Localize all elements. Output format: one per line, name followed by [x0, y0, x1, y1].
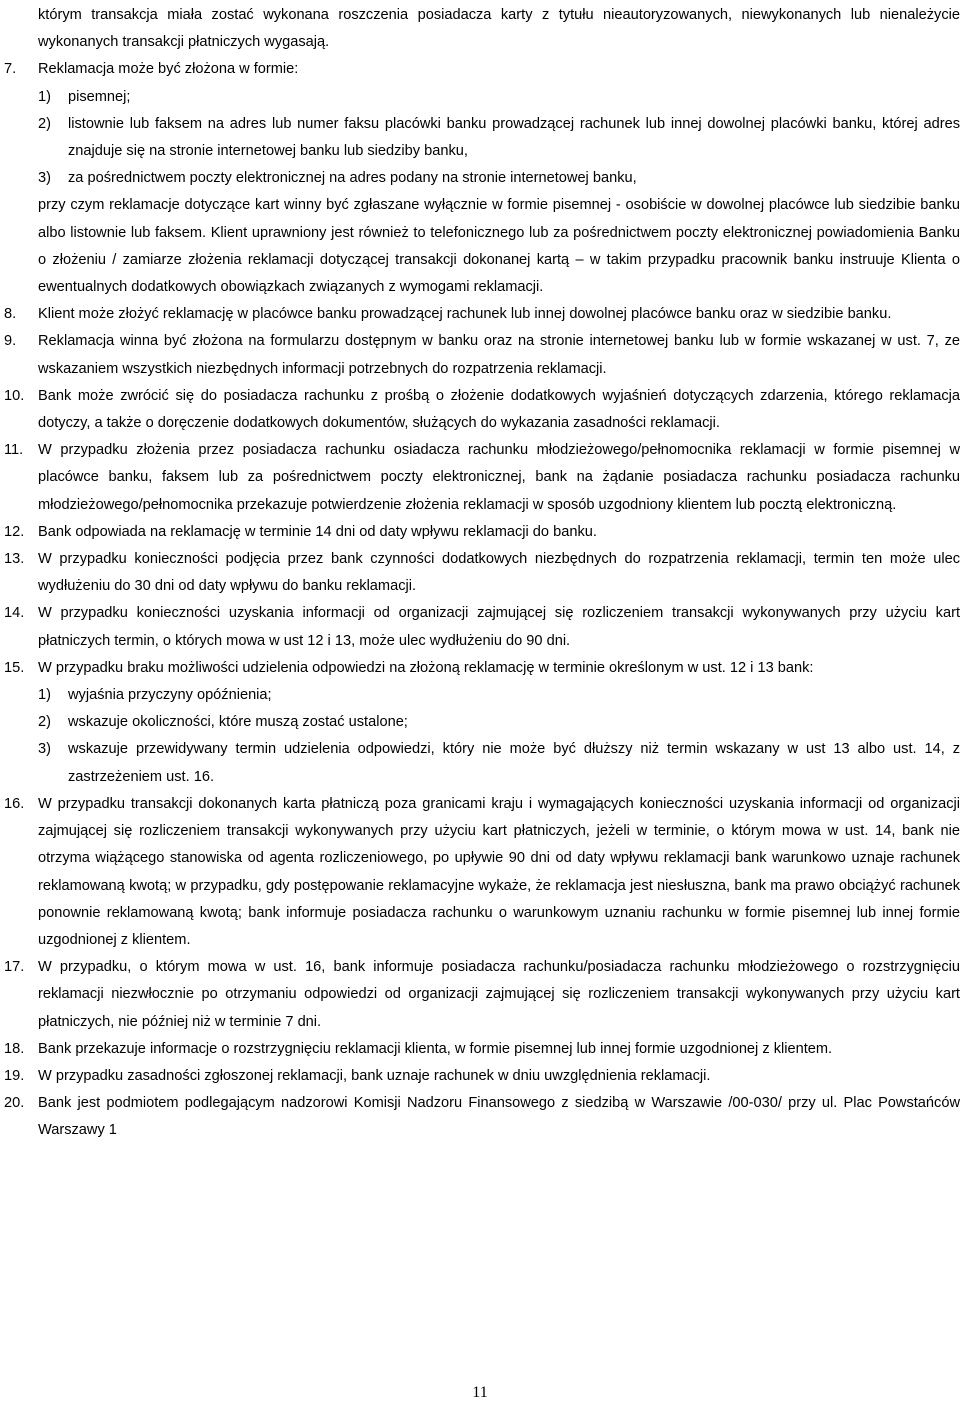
intro-paragraph: którym transakcja miała zostać wykonana roszczenia posiadacza karty z tytułu nieautoryzowanych, niewykonanych lub nienależycie wykonanych transakcji płatniczych wygasają. [38, 7, 960, 51]
list-item-13 [0, 546, 960, 600]
item-text: Reklamacja winna być złożona na formularzu dostępnym w banku oraz na stronie internetowej banku lub w formie wskazanej w ust. 7, ze wskazaniem wszystkich niezbędnych informacji potrzebnych do rozpatrzenia reklamacji. [38, 333, 960, 377]
item-number: 14. [4, 605, 25, 622]
sub-item-text: pisemnej; [68, 88, 131, 105]
item-number: 7. [4, 61, 17, 78]
list-item-12 [0, 519, 960, 546]
sub-item-3 [38, 736, 960, 790]
item-text: Bank odpowiada na reklamację w terminie 14 dni od daty wpływu reklamacji do banku. [38, 523, 597, 540]
sub-item-number: 3) [38, 741, 51, 758]
item-number: 20. [4, 1095, 25, 1112]
item-number: 15. [4, 659, 25, 676]
list-item-18 [0, 1036, 960, 1063]
item-text: W przypadku konieczności podjęcia przez bank czynności dodatkowych niezbędnych do rozpatrzenia reklamacji, termin ten może ulec wydłużeniu do 30 dni od daty wpływu do banku reklamacji. [38, 551, 960, 595]
item-text: Bank przekazuje informacje o rozstrzygnięciu reklamacji klienta, w formie pisemnej lub innej formie uzgodnionej z klientem. [38, 1040, 833, 1057]
item-text: Bank jest podmiotem podlegającym nadzorowi Komisji Nadzoru Finansowego z siedzibą w Warszawie /00-030/ przy ul. Plac Powstańców Warszawy 1 [38, 1095, 960, 1139]
sub-item-number: 1) [38, 687, 51, 704]
list-item-15 [0, 655, 960, 791]
item-number: 19. [4, 1067, 25, 1084]
sub-item-1 [38, 84, 960, 111]
list-item-7 [0, 56, 960, 301]
item-text: W przypadku transakcji dokonanych karta płatniczą poza granicami kraju i wymagających konieczności uzyskania informacji od organizacji zajmującej się rozliczeniem transakcji wykonywanych przy użyciu kart płatniczych, jeżeli w terminie, o którym mowa w ust. 14, bank nie otrzyma wiążącego stanowiska od agenta rozliczeniowego, po upływie 90 dni od daty wpływu reklamacji bank warunkowo uznaje rachunek reklamowaną kwotą; w przypadku, gdy postępowanie reklamacyjne wykaże, że reklamacja jest niesłuszna, bank ma prawo obciążyć rachunek ponownie reklamowaną kwotą; bank informuje posiadacza rachunku o warunkowym uznaniu rachunku w formie pisemnej lub innej formie uzgodnionej z klientem. [38, 795, 960, 948]
item-number: 10. [4, 387, 25, 404]
item-number: 11. [4, 442, 24, 459]
sub-item-1 [38, 682, 960, 709]
item-number: 12. [4, 523, 25, 540]
sub-item-number: 2) [38, 714, 51, 731]
list-item-11 [0, 437, 960, 519]
sub-item-text: za pośrednictwem poczty elektronicznej na adres podany na stronie internetowej banku, [68, 170, 637, 187]
item-text: Klient może złożyć reklamację w placówce banku prowadzącej rachunek lub innej dowolnej placówce banku oraz w siedzibie banku. [38, 306, 892, 323]
item-text: W przypadku zasadności zgłoszonej reklamacji, bank uznaje rachunek w dniu uwzględnienia reklamacji. [38, 1067, 711, 1084]
item-text: Bank może zwrócić się do posiadacza rachunku z prośbą o złożenie dodatkowych wyjaśnień dotyczących zdarzenia, którego reklamacja dotyczy, a także o doręczenie dodatkowych dokumentów, służących do wykazania zasadności reklamacji. [38, 387, 960, 432]
list-item-8 [0, 301, 960, 328]
sub-item-number: 3) [38, 170, 51, 187]
sub-item-2 [38, 709, 960, 736]
sub-item-number: 1) [38, 88, 51, 105]
sub-item-2 [38, 111, 960, 165]
list-item-20 [0, 1090, 960, 1144]
sub-item-text: wskazuje przewidywany termin udzielenia odpowiedzi, który nie może być dłuższy niż termin wskazany w ust 13 albo ust. 14, z zastrzeżeniem ust. 16. [68, 741, 960, 785]
document-body [0, 2, 960, 1145]
item-text: W przypadku konieczności uzyskania informacji od organizacji zajmującej się rozliczeniem transakcji wykonywanych przy użyciu kart płatniczych termin, o których mowa w ust 12 i 13, może ulec wydłużeniu do 90 dni. [38, 605, 960, 649]
item-number: 13. [4, 551, 25, 568]
item-number: 9. [4, 333, 17, 350]
list-item-17 [0, 954, 960, 1036]
sub-item-3 [38, 165, 960, 192]
sub-item-text: wskazuje okoliczności, które muszą zostać ustalone; [68, 714, 408, 731]
item-text: Reklamacja może być złożona w formie: [38, 61, 299, 78]
list-item-10 [0, 383, 960, 437]
sub-item-number: 2) [38, 115, 51, 132]
sub-item-text: listownie lub faksem na adres lub numer faksu placówki banku prowadzącej rachunek lub innej dowolnej placówki banku, której adres znajduje się na stronie internetowej banku lub siedziby banku, [68, 115, 960, 160]
list-item-9 [0, 328, 960, 382]
list-item-14 [0, 600, 960, 654]
item-number: 17. [4, 959, 25, 976]
item-number: 18. [4, 1040, 25, 1057]
item-text: W przypadku złożenia przez posiadacza rachunku osiadacza rachunku młodzieżowego/pełnomocnika reklamacji w formie pisemnej w placówce banku, faksem lub za pośrednictwem poczty elektronicznej, bank na żądanie posiadacza rachunku posiadacza rachunku młodzieżowego/pełnomocnika przekazuje potwierdzenie złożenia reklamacji w sposób uzgodniony klientem lub pocztą elektroniczną. [38, 442, 960, 513]
item-continuation: przy czym reklamacje dotyczące kart winny być zgłaszane wyłącznie w formie pisemnej - osobiście w dowolnej placówce lub siedzibie banku albo listownie lub faksem. Klient uprawniony jest również to telefonicznego lub za pośrednictwem poczty elektronicznej powiadomienia Banku o złożeniu / zamiarze złożenia reklamacji dotyczącej transakcji dokonanej kartą – w takim przypadku pracownik banku instruuje Klienta o ewentualnych dodatkowych obowiązkach związanych z wymogami reklamacji. [38, 197, 960, 296]
item-text: W przypadku braku możliwości udzielenia odpowiedzi na złożoną reklamację w terminie określonym w ust. 12 i 13 bank: [38, 659, 814, 676]
list-item-16 [0, 791, 960, 954]
item-text: W przypadku, o którym mowa w ust. 16, bank informuje posiadacza rachunku/posiadacza rachunku młodzieżowego o rozstrzygnięciu reklamacji niezwłocznie po otrzymaniu odpowiedzi od organizacji zajmującej się rozliczeniem transakcji wykonywanych przy użyciu kart płatniczych, nie później niż w terminie 7 dni. [38, 959, 960, 1030]
item-number: 16. [4, 795, 25, 812]
list-item-19 [0, 1063, 960, 1090]
page-number: 11 [472, 1384, 488, 1401]
sub-item-text: wyjaśnia przyczyny opóźnienia; [68, 687, 272, 704]
item-number: 8. [4, 306, 17, 323]
